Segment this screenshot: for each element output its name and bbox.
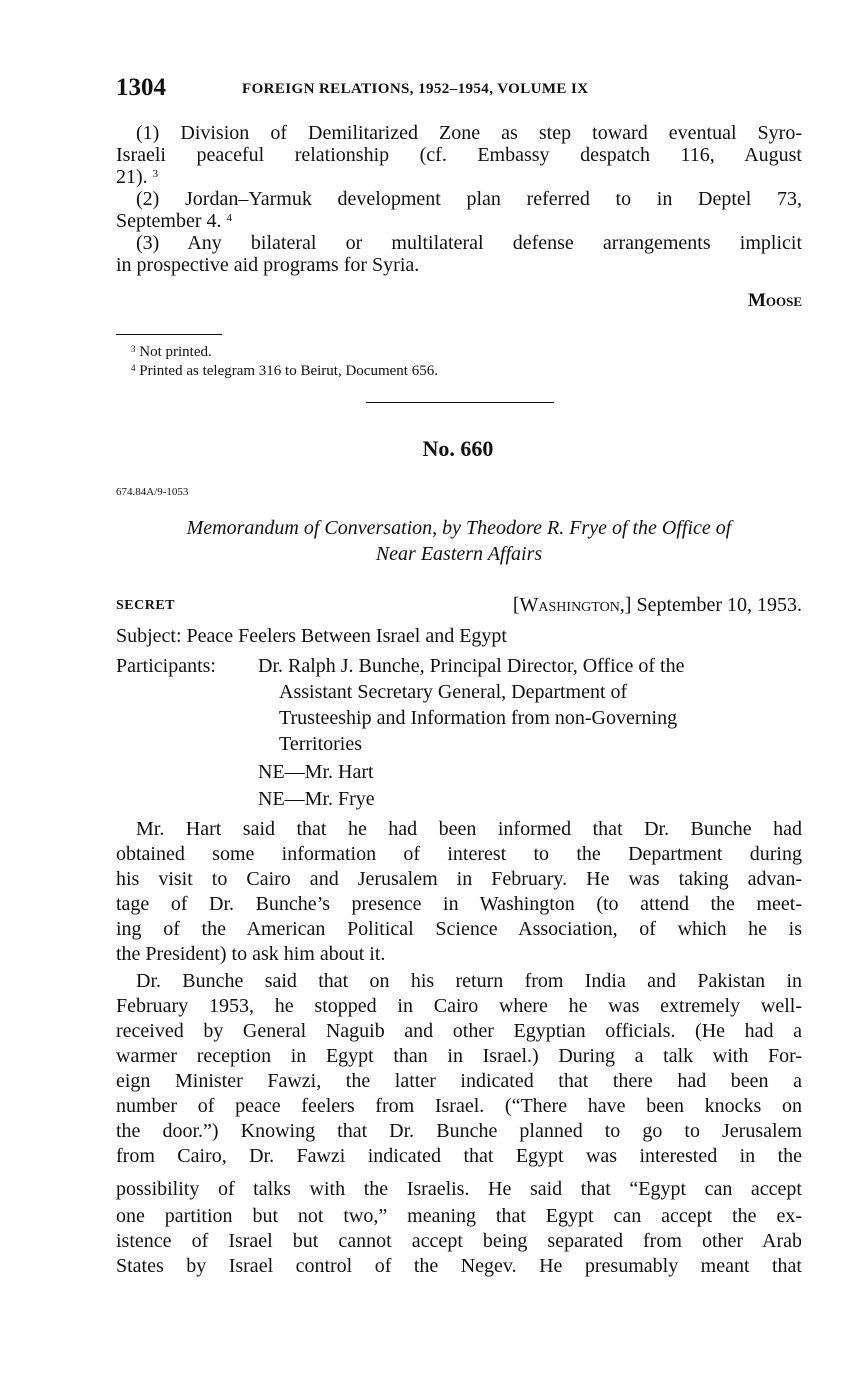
para2-line-1: Dr. Bunche said that on his return from India and Pakistan in (136, 970, 802, 992)
para1-line-3: his visit to Cairo and Jerusalem in February. He was taking advan- (116, 868, 802, 890)
document-number: No. 660 (422, 436, 494, 461)
participant-frye: NE—Mr. Frye (258, 788, 375, 810)
subject-line: Subject: Peace Feelers Between Israel and Egypt (116, 625, 507, 647)
footnote-3-text: Not printed. (139, 344, 212, 360)
prev-line-2: Israeli peaceful relationship (cf. Embassy despatch 116, August (116, 144, 802, 166)
para1-line-6: the President) to ask him about it. (116, 943, 386, 965)
document-title-line-1: Memorandum of Conversation, by Theodore R. Frye of the Office of (186, 517, 732, 539)
participant-line-4: Territories (279, 733, 363, 755)
para2-line-6: number of peace feelers from Israel. (“There have been knocks on (116, 1095, 802, 1117)
dateline (513, 594, 802, 617)
para2-line-10: one partition but not two,” meaning that Egypt can accept the ex- (116, 1205, 802, 1227)
para1-line-4: tage of Dr. Bunche’s presence in Washington (to attend the meet- (116, 893, 802, 915)
prev-line-1: (1) Division of Demilitarized Zone as step toward eventual Syro- (136, 122, 802, 144)
dateline-place: [Washington,] (512, 594, 632, 616)
file-reference: 674.84A/9-1053 (116, 486, 189, 498)
footnote-4-text: Printed as telegram 316 to Beirut, Document 656. (139, 363, 438, 379)
prev-line-7: in prospective aid programs for Syria. (116, 254, 420, 276)
document-separator-rule (366, 402, 554, 403)
prev-line-6: (3) Any bilateral or multilateral defense arrangements implicit (136, 232, 802, 254)
running-header (116, 74, 802, 106)
para1-line-5: ing of the American Political Science Association, of which he is (116, 918, 802, 940)
document-title-line-2: Near Eastern Affairs (375, 543, 543, 565)
para2-line-8: from Cairo, Dr. Fawzi indicated that Egypt was interested in the (116, 1145, 802, 1167)
footnote-ref-3: 3 (152, 168, 159, 180)
footnote-3-mark: 3 (131, 344, 136, 354)
footnote-rule (116, 334, 222, 335)
para2-line-5: eign Minister Fawzi, the latter indicated that there had been a (116, 1070, 802, 1092)
footnote-ref-4: 4 (226, 212, 233, 224)
para2-line-11: istence of Israel but cannot accept being separated from other Arab (116, 1230, 802, 1252)
participants-label: Participants: (116, 655, 216, 677)
participant-hart: NE—Mr. Hart (258, 761, 374, 783)
para2-line-2: February 1953, he stopped in Cairo where he was extremely well- (116, 995, 802, 1017)
para2-line-7: the door.”) Knowing that Dr. Bunche planned to go to Jerusalem (116, 1120, 802, 1142)
running-title: FOREIGN RELATIONS, 1952–1954, VOLUME IX (242, 81, 589, 97)
prev-line-5 (116, 210, 802, 232)
participant-line-1: Dr. Ralph J. Bunche, Principal Director, Office of the (258, 655, 685, 677)
participant-line-3: Trusteeship and Information from non-Governing (279, 707, 678, 729)
classification: SECRET (116, 598, 176, 613)
footnote-4-mark: 4 (131, 363, 136, 373)
para2-line-12: States by Israel control of the Negev. He presumably meant that (116, 1255, 802, 1277)
page-number: 1304 (116, 74, 166, 101)
para2-line-3: received by General Naguib and other Egyptian officials. (He had a (116, 1020, 802, 1042)
para2-line-9: possibility of talks with the Israelis. He said that “Egypt can accept (116, 1178, 802, 1200)
prev-line-3-text: 21). (116, 166, 148, 188)
footnote-4 (131, 363, 438, 380)
para1-line-1: Mr. Hart said that he had been informed that Dr. Bunche had (136, 818, 802, 840)
prev-line-4: (2) Jordan–Yarmuk development plan referred to in Deptel 73, (136, 188, 802, 210)
para1-line-2: obtained some information of interest to the Department during (116, 843, 802, 865)
participant-line-2: Assistant Secretary General, Department of (279, 681, 628, 703)
para2-line-4: warmer reception in Egypt than in Israel.) During a talk with For- (116, 1045, 802, 1067)
prev-line-5-text: September 4. (116, 210, 222, 232)
prev-line-3 (116, 166, 802, 188)
dateline-date: September 10, 1953. (636, 594, 802, 616)
footnote-3 (131, 344, 212, 361)
signature: Moose (747, 290, 802, 311)
